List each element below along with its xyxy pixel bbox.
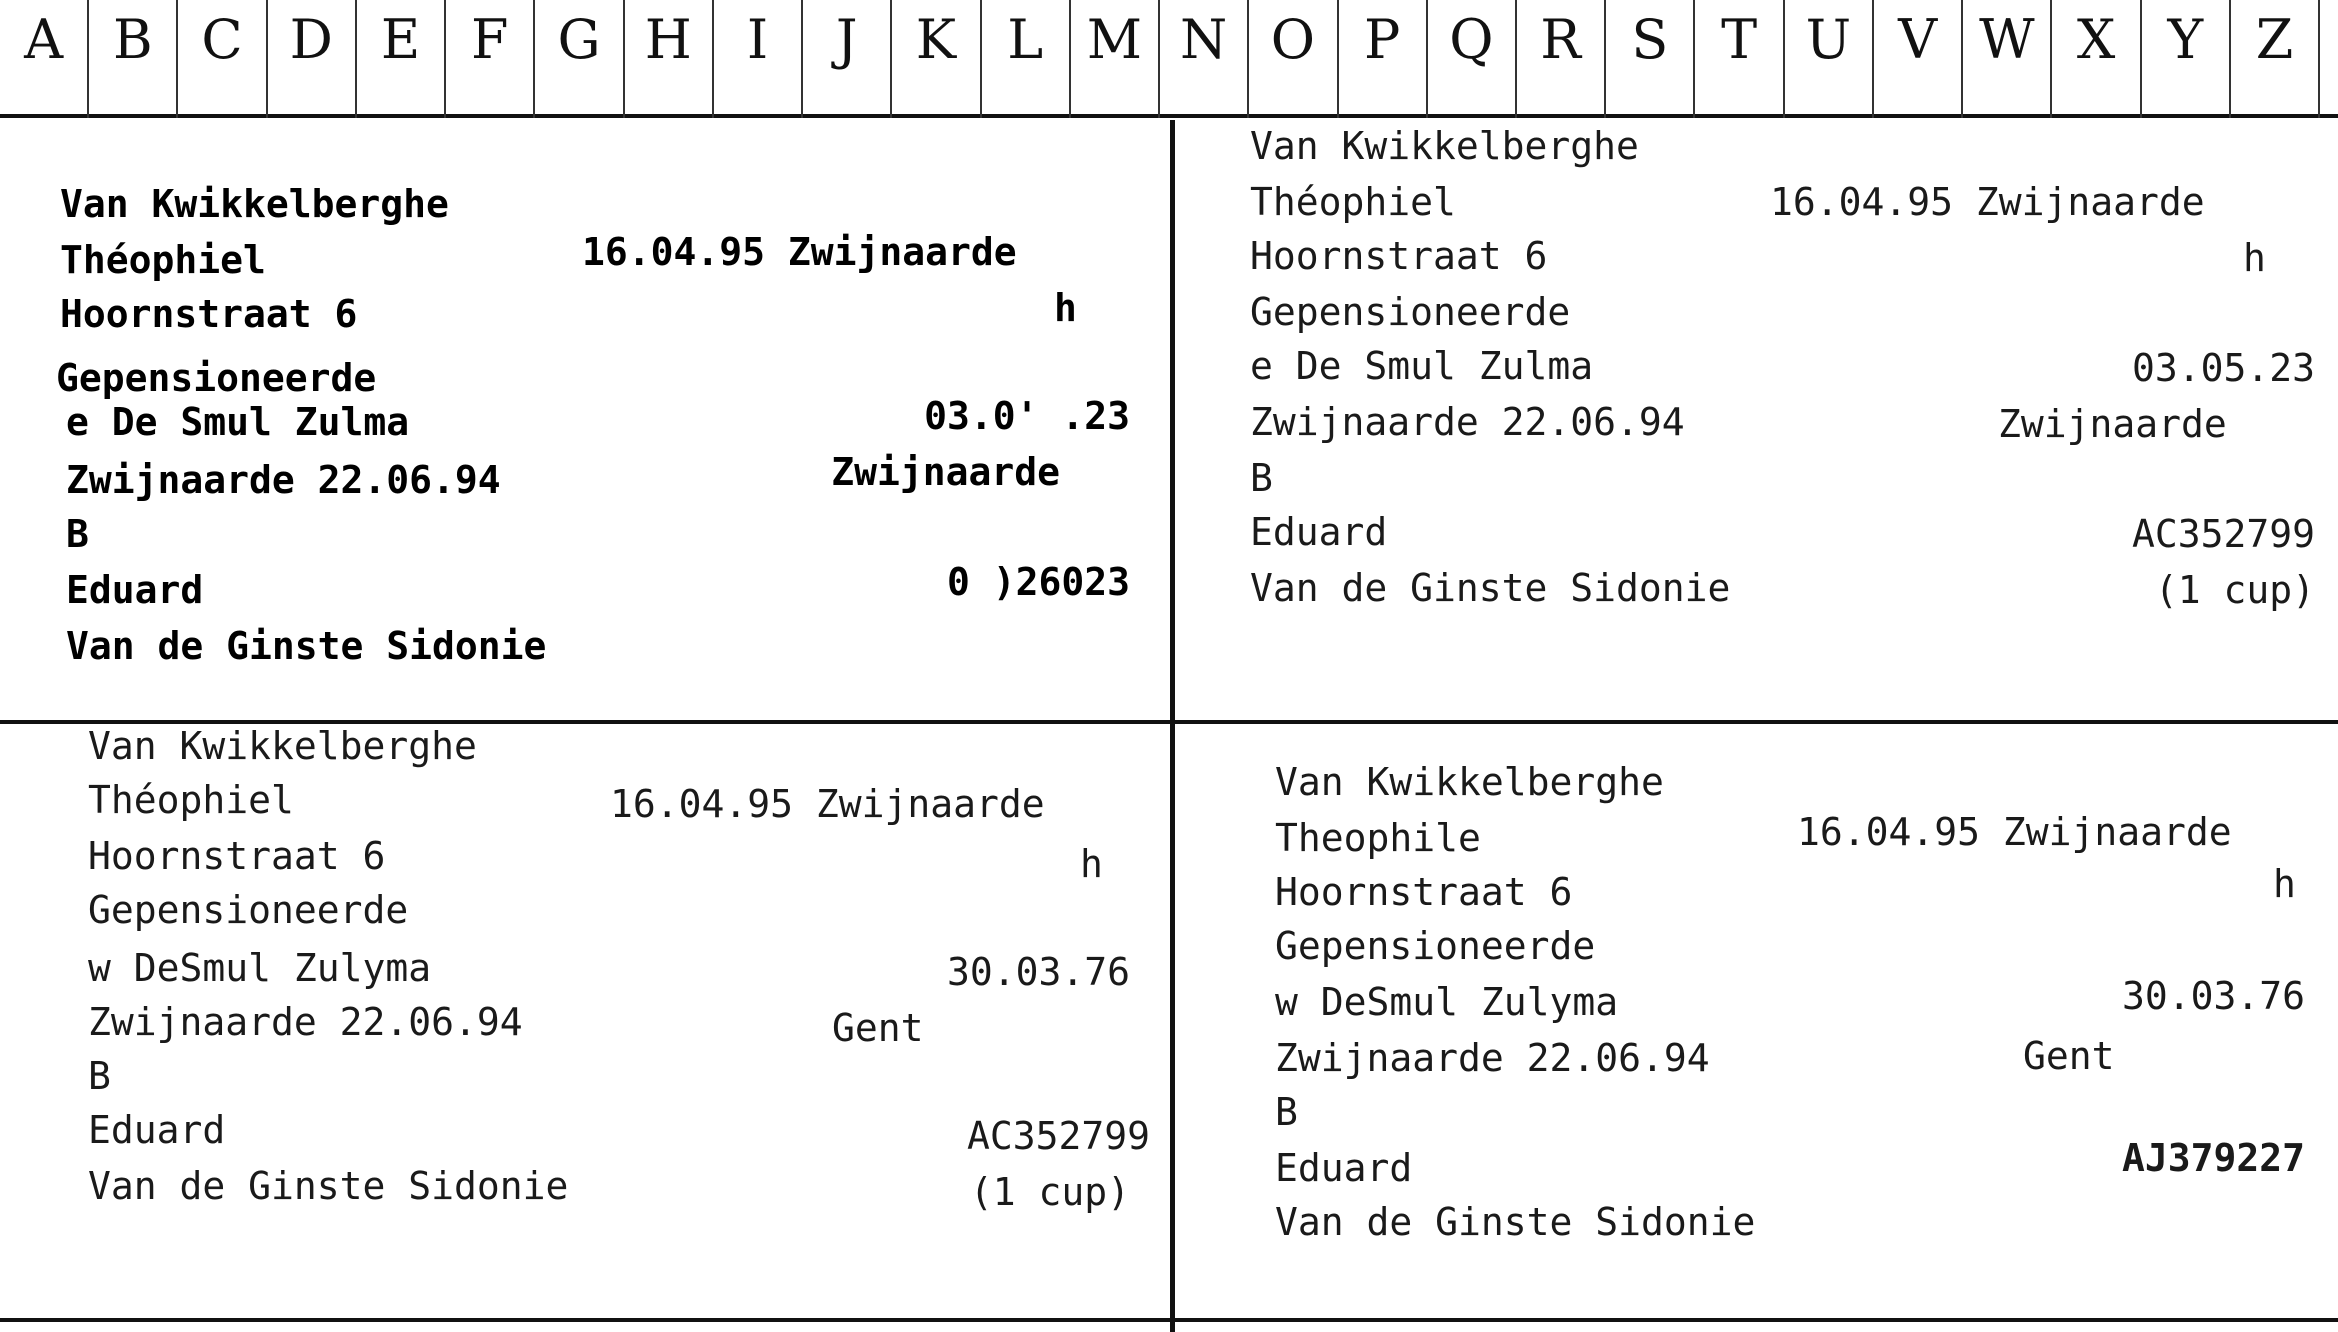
marriage: Zwijnaarde 22.06.94 (88, 1000, 523, 1044)
letter-label: E (380, 8, 421, 71)
letter-label: Q (1449, 8, 1494, 71)
sex: h (2243, 236, 2266, 280)
letter-label: H (644, 8, 692, 71)
surname: Van Kwikkelberghe (1275, 760, 1664, 804)
letter-cell-d (268, 0, 357, 118)
marriage-place: Zwijnaarde (1998, 402, 2227, 446)
letter-cell-c (178, 0, 267, 118)
father: Eduard (66, 568, 204, 612)
code: B (66, 512, 89, 556)
letter-cell-i (714, 0, 803, 118)
letter-cell-f (446, 0, 535, 118)
letter-label: U (1805, 8, 1852, 71)
letter-cell-z (2231, 0, 2320, 118)
mother: Van de Ginste Sidonie (66, 624, 547, 668)
address: Hoornstraat 6 (1275, 870, 1573, 914)
alphabet-index-strip (0, 0, 2338, 118)
id-number: AC352799 (966, 1114, 1150, 1158)
letter-label: D (289, 8, 333, 71)
letter-label: K (915, 8, 957, 71)
spouse-date: 30.03.76 (946, 950, 1130, 994)
letter-label: T (1721, 8, 1758, 71)
letter-label: P (1363, 8, 1401, 71)
spouse-date: 03.0' .23 (924, 394, 1130, 438)
surname: Van Kwikkelberghe (88, 724, 477, 768)
sex: h (1054, 286, 1077, 330)
letter-cell-p (1339, 0, 1428, 118)
father: Eduard (1275, 1146, 1413, 1190)
spouse-date: 03.05.23 (2131, 346, 2315, 390)
letter-cell-w (1963, 0, 2052, 118)
note: (1 cup) (969, 1170, 1130, 1214)
letter-label: R (1540, 8, 1581, 71)
letter-label: C (201, 8, 243, 71)
letter-label: M (1086, 8, 1143, 71)
registry-card-bottom-right (1175, 724, 2338, 1318)
address: Hoornstraat 6 (1250, 234, 1548, 278)
marriage-place: Gent (2023, 1034, 2115, 1078)
spouse: e De Smul Zulma (66, 400, 410, 444)
letter-cell-r (1517, 0, 1606, 118)
letter-cell-l (982, 0, 1071, 118)
spouse-date: 30.03.76 (2121, 974, 2305, 1018)
id-number: 0 )26023 (946, 560, 1130, 604)
letter-label: F (471, 8, 509, 71)
id-number: AJ379227 (2121, 1136, 2305, 1180)
letter-cell-u (1785, 0, 1874, 118)
spouse: w DeSmul Zulyma (88, 946, 432, 990)
given-name: Théophiel (88, 778, 294, 822)
occupation: Gepensioneerde (56, 356, 377, 400)
note: (1 cup) (2154, 568, 2315, 612)
sex: h (1080, 842, 1103, 886)
letter-label: N (1180, 8, 1228, 71)
letter-label: B (113, 8, 153, 71)
sex: h (2273, 862, 2296, 906)
given-name: Theophile (1275, 816, 1481, 860)
given-name: Théophiel (60, 238, 266, 282)
letter-cell-m (1071, 0, 1160, 118)
spouse: w DeSmul Zulyma (1275, 980, 1619, 1024)
given-name: Théophiel (1250, 180, 1456, 224)
address: Hoornstraat 6 (60, 292, 358, 336)
letter-label: L (1007, 8, 1044, 71)
birth-date-place: 16.04.95 Zwijnaarde (610, 782, 1045, 826)
code: B (1250, 456, 1273, 500)
spouse: e De Smul Zulma (1250, 344, 1594, 388)
birth-date-place: 16.04.95 Zwijnaarde (582, 230, 1017, 274)
address: Hoornstraat 6 (88, 834, 386, 878)
marriage: Zwijnaarde 22.06.94 (1275, 1036, 1710, 1080)
code: B (1275, 1090, 1298, 1134)
letter-label: I (746, 8, 769, 71)
occupation: Gepensioneerde (1275, 924, 1596, 968)
letter-cell-a (0, 0, 89, 118)
code: B (88, 1054, 111, 1098)
registry-card-bottom-left (0, 724, 1170, 1318)
letter-cell-g (535, 0, 624, 118)
letter-label: Y (2167, 8, 2204, 71)
letter-label: Z (2255, 8, 2294, 71)
letter-cell-h (625, 0, 714, 118)
letter-cell-j (803, 0, 892, 118)
occupation: Gepensioneerde (1250, 290, 1571, 334)
father: Eduard (1250, 510, 1388, 554)
letter-label: O (1270, 8, 1316, 71)
letter-cell-n (1160, 0, 1249, 118)
letter-label: G (557, 8, 601, 71)
surname: Van Kwikkelberghe (1250, 124, 1639, 168)
letter-cell-v (1874, 0, 1963, 118)
id-number: AC352799 (2131, 512, 2315, 556)
occupation: Gepensioneerde (88, 888, 409, 932)
letter-label: S (1631, 8, 1669, 71)
letter-cell-s (1606, 0, 1695, 118)
mother: Van de Ginste Sidonie (88, 1164, 569, 1208)
letter-cell-k (892, 0, 981, 118)
letter-cell-x (2052, 0, 2141, 118)
marriage: Zwijnaarde 22.06.94 (66, 458, 501, 502)
letter-label: A (24, 8, 64, 71)
letter-cell-t (1695, 0, 1784, 118)
letter-cell-y (2142, 0, 2231, 118)
registry-card-top-right (1175, 120, 2338, 720)
letter-cell-b (89, 0, 178, 118)
marriage-place: Zwijnaarde (831, 450, 1060, 494)
letter-label: J (835, 8, 858, 71)
mother: Van de Ginste Sidonie (1250, 566, 1731, 610)
surname: Van Kwikkelberghe (60, 182, 449, 226)
letter-label: X (2076, 8, 2116, 71)
marriage: Zwijnaarde 22.06.94 (1250, 400, 1685, 444)
letter-cell-o (1249, 0, 1338, 118)
birth-date-place: 16.04.95 Zwijnaarde (1770, 180, 2205, 224)
letter-label: V (1898, 8, 1938, 71)
letter-cell-q (1428, 0, 1517, 118)
father: Eduard (88, 1108, 226, 1152)
card-divider-bottom (0, 1318, 2338, 1322)
letter-cell-e (357, 0, 446, 118)
letter-label: W (1979, 8, 2035, 71)
birth-date-place: 16.04.95 Zwijnaarde (1797, 810, 2232, 854)
marriage-place: Gent (832, 1006, 924, 1050)
mother: Van de Ginste Sidonie (1275, 1200, 1756, 1244)
registry-card-top-left (0, 120, 1170, 720)
